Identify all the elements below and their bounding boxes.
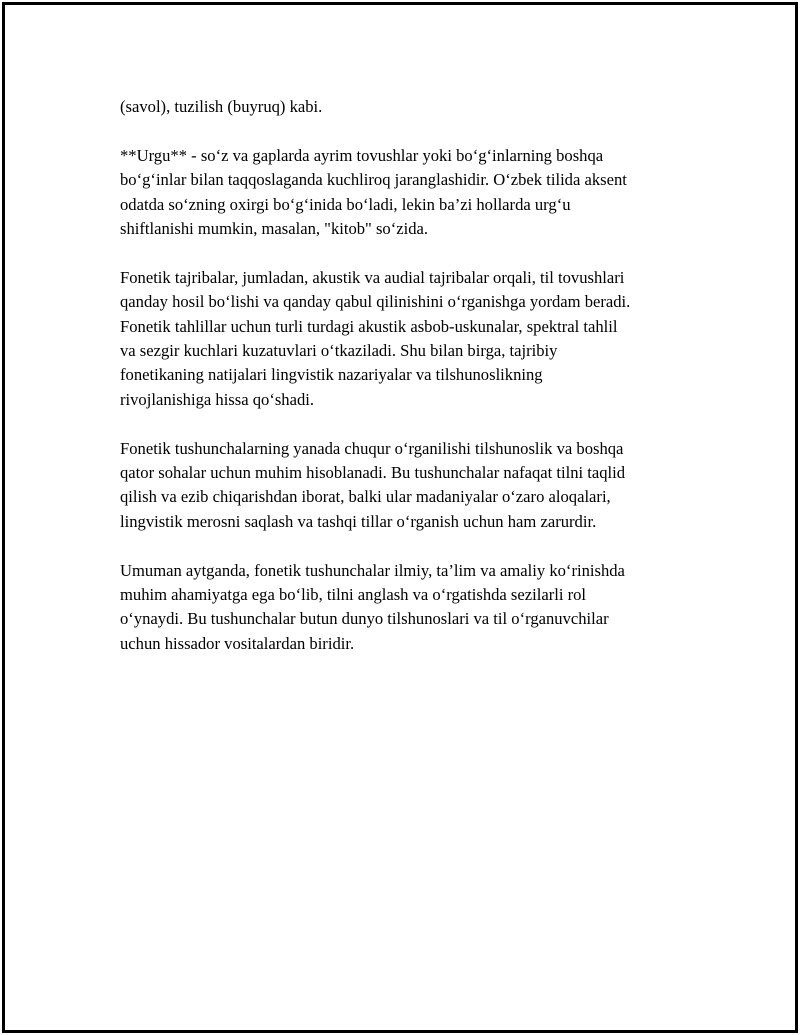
text-line: fonetikaning natijalari lingvistik nazariyalar va tilshunoslikning	[120, 365, 543, 385]
document-body	[120, 95, 695, 681]
paragraph-1	[120, 95, 695, 119]
text-line: qator sohalar uchun muhim hisoblanadi. Bu tushunchalar nafaqat tilni taqlid	[120, 463, 626, 483]
text-line: Fonetik tushunchalarning yanada chuqur o‘rganilishi tilshunoslik va boshqa	[120, 438, 624, 458]
text-line: va sezgir kuchlari kuzatuvlari o‘tkaziladi. Shu bilan birga, tajribiy	[120, 341, 558, 361]
text-line: qanday hosil bo‘lishi va qanday qabul qilinishini o‘rganishga yordam beradi.	[120, 292, 631, 312]
text-line: qilish va ezib chiqarishdan iborat, balki ular madaniyalar o‘zaro aloqalari,	[120, 487, 611, 507]
text-line: o‘ynaydi. Bu tushunchalar butun dunyo tilshunoslari va til o‘rganuvchilar	[120, 609, 609, 629]
paragraph-4	[120, 437, 695, 535]
text-line: Fonetik tahlillar uchun turli turdagi akustik asbob-uskunalar, spektral tahlil	[120, 316, 618, 336]
text-line: rivojlanishiga hissa qo‘shadi.	[120, 389, 315, 409]
text-line: Fonetik tajribalar, jumladan, akustik va audial tajribalar orqali, til tovushlari	[120, 267, 625, 287]
paragraph-3	[120, 266, 695, 412]
text-line: (savol), tuzilish (buyruq) kabi.	[120, 97, 323, 116]
text-line: odatda so‘zning oxirgi bo‘g‘inida bo‘ladi, lekin ba’zi hollarda urg‘u	[120, 194, 571, 214]
text-line: uchun hissador vositalardan biridir.	[120, 633, 355, 653]
text-line: shiftlanishi mumkin, masalan, "kitob" so‘zida.	[120, 219, 429, 239]
text-line: lingvistik merosni saqlash va tashqi tillar o‘rganish uchun ham zarurdir.	[120, 511, 597, 531]
page-frame	[2, 2, 798, 1033]
text-line: Umuman aytganda, fonetik tushunchalar ilmiy, ta’lim va amaliy ko‘rinishda	[120, 560, 625, 580]
paragraph-5	[120, 559, 695, 657]
text-line: **Urgu** - so‘z va gaplarda ayrim tovushlar yoki bo‘g‘inlarning boshqa	[120, 145, 604, 165]
paragraph-2	[120, 144, 695, 242]
text-line: bo‘g‘inlar bilan taqqoslaganda kuchliroq jaranglashidir. O‘zbek tilida aksent	[120, 170, 627, 190]
text-line: muhim ahamiyatga ega bo‘lib, tilni anglash va o‘rgatishda sezilarli rol	[120, 585, 587, 605]
